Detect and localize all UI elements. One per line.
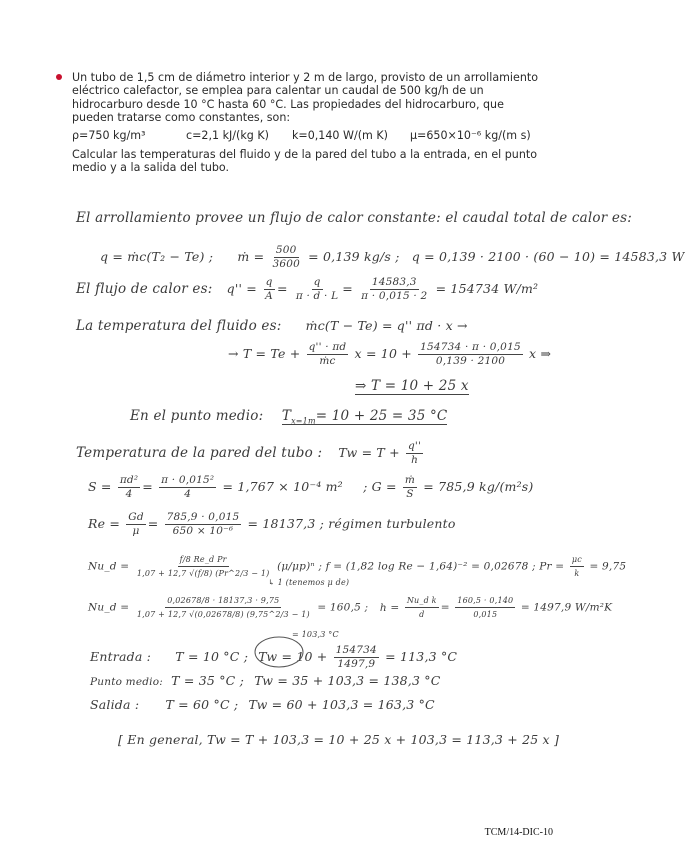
wall-temp-frac: $\frac{q''}{h}$: [408, 440, 422, 466]
prandtl-value: = 9,75: [589, 560, 627, 573]
inlet-frac: $\frac{154734}{1497,9}$: [335, 644, 377, 670]
reynolds-frac-1: $\frac{Gd}{\mu}$: [128, 511, 144, 537]
property-specific-heat: c=2,1 kJ/(kg K): [186, 128, 269, 142]
mass-flow-fraction: $\frac{500}{3600}$: [272, 244, 300, 270]
solution-line-12: Nu_d = $\frac{0,02678/8 \cdot 18137,3 \cdot 9,75}{1,07 + 12,7 √(0,02678/8) (9,75\^{}2/3 - 1)}$ = 160,5 ; h = $\frac{\text{Nu\_d k}}{d}$ = $\frac{160,5 \cdot 0,140}{0,015}$ = 1497,9 W/m²K: [88, 596, 613, 619]
reynolds-frac-2: $\frac{785,9 \cdot 0,015}{\text{650 × 10⁻⁶}}$: [166, 511, 240, 537]
nusselt-label: Nu_d =: [88, 560, 130, 573]
inlet-wall-eq: Tw = 10 +: [258, 649, 328, 664]
solution-line-1: El arrollamiento provee un flujo de calor constante: el caudal total de calor es:: [76, 210, 632, 226]
inlet-wall-temp: = 113,3 °C: [385, 649, 458, 664]
temp-expression-end: x ⇒: [529, 346, 552, 361]
energy-balance: ṁc(T − Te) = q'' πd · x →: [305, 318, 468, 333]
nusselt-label-2: Nu_d =: [88, 601, 130, 614]
mass-flux-value: = 785,9 kg/(m²s): [423, 479, 534, 494]
area-frac-1: $\frac{\text{πd²}}{4}$: [119, 474, 139, 500]
problem-task: Calcular las temperaturas del fluido y de la pared del tubo a la entrada, en el punto medio y a la salida del tubo.: [72, 148, 538, 175]
heat-equation: q = ṁc(T₂ − Te) ;: [100, 249, 214, 264]
prandtl-frac: $\frac{\mu c}{k}$: [571, 555, 582, 578]
solution-line-10: Re = $\frac{Gd}{\mu}$ = $\frac{785,9 \cdot 0,015}{\text{650 × 10⁻⁶}}$ = 18137,3 ; régimen turbulento: [88, 511, 456, 537]
temp-expression-mid: x = 10 +: [354, 346, 412, 361]
midpoint-symbol: T: [281, 408, 292, 424]
fluid-temp-result: ⇒ T = 10 + 25 x: [355, 378, 469, 394]
heat-flux-symbol: q'' =: [226, 281, 257, 296]
heat-flux-label: El flujo de calor es:: [76, 281, 213, 297]
reynolds-label: Re =: [88, 516, 121, 531]
friction-factor: ; f = (1,82 log Re − 1,64)⁻² = 0,02678 ; Pr =: [318, 560, 565, 573]
problem-text: Un tubo de 1,5 cm de diámetro interior y 2 m de largo, provisto de un arrollamiento eléctrico calefactor, se emplea para calentar un caudal de 500 kg/h de un hidrocarburo desde 10 °C hasta 60 °C. Las propiedades del hidrocarburo, que pueden tratarse como constantes, son:: [72, 71, 539, 125]
heat-flux-frac-1: $\frac{q}{A}$: [265, 276, 273, 302]
heat-flux-frac-3: $\frac{14583,3}{\pi \cdot 0,015 \cdot 2}$: [361, 276, 428, 302]
h-frac-2: $\frac{160,5 \cdot 0,140}{0,015}$: [457, 596, 514, 619]
property-viscosity: μ=650×10⁻⁶ kg/(m s): [410, 128, 531, 142]
heat-flux-frac-2: $\frac{q}{\pi \cdot d \cdot L}$: [295, 276, 339, 302]
area-frac-2: $\frac{\text{π · 0,015²}}{4}$: [161, 474, 215, 500]
h-frac-1: $\frac{\text{Nu\_d k}}{d}$: [406, 596, 437, 619]
inlet-label: Entrada :: [90, 649, 152, 664]
fluid-temp-label: La temperatura del fluido es:: [76, 318, 282, 334]
midpoint-fluid-temp: T = 35 °C ;: [171, 673, 245, 688]
property-conductivity: k=0,140 W/(m K): [292, 128, 388, 142]
h-label: h =: [379, 601, 400, 614]
midpoint-subscript: x=1m: [291, 416, 316, 426]
wall-temp-eq: Tw = T +: [338, 445, 400, 460]
midpoint-label: En el punto medio:: [130, 408, 264, 424]
solution-line-9: S = $\frac{\text{πd²}}{4}$ = $\frac{\text{π · 0,015²}}{4}$ = 1,767 × 10⁻⁴ m² ; G = $\frac{\text{ṁ}}{S}$ = 785,9 kg/(m²s): [88, 474, 534, 500]
inlet-offset-note: = 103,3 °C: [292, 630, 339, 639]
outlet-wall-temp: Tw = 60 + 103,3 = 163,3 °C: [248, 697, 435, 712]
nusselt-value: = 160,5 ;: [317, 601, 369, 614]
area-value: = 1,767 × 10⁻⁴ m²: [222, 479, 343, 494]
h-value: = 1497,9 W/m²K: [520, 601, 613, 614]
temp-expression-start: → T = Te +: [228, 346, 301, 361]
nusselt-frac: $\frac{\text{f/8 Re\_d Pr}}{1,07 + 12,7 √(f/8) (Pr\^{}2/3 - 1)}$: [136, 555, 270, 578]
mass-flux-label: ; G =: [363, 479, 397, 494]
mass-flow-value: = 0,139 kg/s ;: [308, 249, 400, 264]
wall-temp-label: Temperatura de la pared del tubo :: [76, 445, 323, 461]
mass-flux-frac: $\frac{\text{ṁ}}{S}$: [404, 474, 416, 500]
midpoint-wall-temp: Tw = 35 + 103,3 = 138,3 °C: [254, 673, 441, 688]
heat-total-value: q = 0,139 · 2100 · (60 − 10) = 14583,3 W: [411, 249, 685, 264]
temp-frac-1: $\frac{q'' \cdot \pi d}{\text{ṁc}}$: [308, 341, 347, 367]
solution-line-11-note: ↳ 1 (tenemos μ de): [268, 578, 350, 587]
solution-line-16: [ En general, Tw = T + 103,3 = 10 + 25 x + 103,3 = 113,3 + 25 x ]: [118, 732, 560, 747]
outlet-fluid-temp: T = 60 °C ;: [165, 697, 239, 712]
inlet-fluid-temp: T = 10 °C ;: [175, 649, 249, 664]
midpoint-row-label: Punto medio:: [90, 676, 163, 688]
viscosity-ratio: (μ/μp)ⁿ: [277, 560, 315, 573]
reynolds-value: = 18137,3 ; régimen turbulento: [247, 516, 456, 531]
property-density: ρ=750 kg/m³: [72, 128, 146, 142]
area-label: S =: [88, 479, 112, 494]
solution-line-3: El flujo de calor es: q'' = $\frac{q}{A}$ = $\frac{q}{\pi \cdot d \cdot L}$ = $\frac{14583,3}{\pi \cdot 0,015 \cdot 2}$ = 154734 W/m²: [76, 276, 539, 302]
temp-frac-2: $\frac{154734 \cdot \pi \cdot 0,015}{0,139 \cdot 2100}$: [420, 341, 521, 367]
heat-flux-value: = 154734 W/m²: [435, 281, 539, 296]
outlet-label: Salida :: [90, 697, 140, 712]
page-footer: TCM/14-DIC-10: [484, 827, 553, 838]
mass-flow-label: ṁ =: [237, 249, 265, 264]
nusselt-frac-2: $\frac{0,02678/8 \cdot 18137,3 \cdot 9,75}{1,07 + 12,7 √(0,02678/8) (9,75\^{}2/3 - 1)}$: [136, 596, 310, 619]
midpoint-value: = 10 + 25 = 35 °C: [315, 408, 448, 424]
